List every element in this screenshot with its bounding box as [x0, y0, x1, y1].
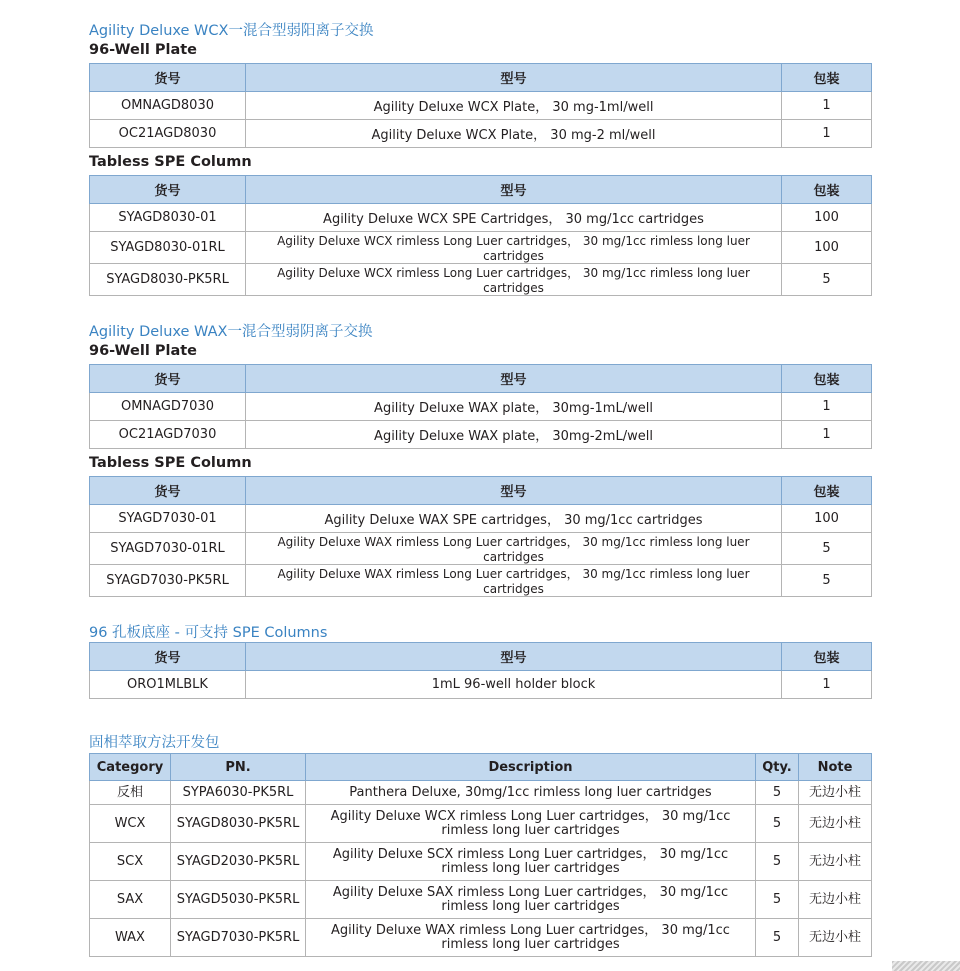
header-pn: 货号 [90, 64, 246, 92]
header-description: Description [306, 754, 756, 781]
cell-pn: SYAGD7030-01RL [90, 533, 246, 565]
cell-pack: 1 [782, 393, 872, 421]
wax-column-subtitle: Tabless SPE Column [89, 455, 252, 471]
table-row [90, 919, 872, 957]
cell-model: Agility Deluxe WCX SPE Cartridges， 30 mg/1cc cartridges [246, 204, 782, 232]
table-row [90, 565, 872, 597]
cell-pn: SYAGD7030-01 [90, 505, 246, 533]
table-row [90, 505, 872, 533]
cell-pn: SYAGD7030-PK5RL [171, 919, 306, 957]
header-pack: 包装 [782, 176, 872, 204]
header-pack: 包装 [782, 365, 872, 393]
cell-pack: 100 [782, 204, 872, 232]
page-corner-tab [892, 961, 960, 971]
header-pn: 货号 [90, 477, 246, 505]
cell-pack: 5 [782, 264, 872, 296]
header-pack: 包装 [782, 477, 872, 505]
header-model: 型号 [246, 365, 782, 393]
cell-description: Agility Deluxe WCX rimless Long Luer cartridges， 30 mg/1cc rimless long luer cartridges [306, 805, 756, 843]
table-row [90, 393, 872, 421]
cell-model: Agility Deluxe WAX rimless Long Luer cartridges， 30 mg/1cc rimless long luer cartridges [246, 565, 782, 597]
table-row [90, 533, 872, 565]
wax-plate-subtitle: 96-Well Plate [89, 343, 197, 359]
header-pack: 包装 [782, 64, 872, 92]
table-row [90, 781, 872, 805]
cell-qty: 5 [756, 919, 799, 957]
cell-model: Agility Deluxe WCX rimless Long Luer cartridges， 30 mg/1cc rimless long luer cartridges [246, 264, 782, 296]
table-header-row [90, 64, 872, 92]
cell-pn: OMNAGD7030 [90, 393, 246, 421]
wax-column-table [89, 476, 872, 597]
cell-qty: 5 [756, 843, 799, 881]
cell-note: 无边小柱 [799, 843, 872, 881]
cell-description: Panthera Deluxe, 30mg/1cc rimless long luer cartridges [306, 781, 756, 805]
cell-category: WAX [90, 919, 171, 957]
header-model: 型号 [246, 176, 782, 204]
cell-description: Agility Deluxe SCX rimless Long Luer cartridges， 30 mg/1cc rimless long luer cartridges [306, 843, 756, 881]
cell-pack: 1 [782, 421, 872, 449]
header-qty: Qty. [756, 754, 799, 781]
header-model: 型号 [246, 64, 782, 92]
wax-plate-table [89, 364, 872, 449]
header-pack: 包装 [782, 643, 872, 671]
cell-pack: 5 [782, 533, 872, 565]
wcx-plate-table [89, 63, 872, 148]
cell-pn: SYAGD7030-PK5RL [90, 565, 246, 597]
kit-section-title: 固相萃取方法开发包 [89, 735, 220, 751]
cell-pack: 100 [782, 505, 872, 533]
cell-qty: 5 [756, 881, 799, 919]
wcx-plate-subtitle: 96-Well Plate [89, 42, 197, 58]
cell-pn: SYAGD8030-01 [90, 204, 246, 232]
cell-pn: SYAGD8030-01RL [90, 232, 246, 264]
table-row [90, 421, 872, 449]
table-header-row [90, 176, 872, 204]
cell-pn: ORO1MLBLK [90, 671, 246, 699]
cell-category: 反相 [90, 781, 171, 805]
cell-pn: SYAGD2030-PK5RL [171, 843, 306, 881]
cell-pn: SYAGD8030-PK5RL [90, 264, 246, 296]
cell-pn: SYAGD8030-PK5RL [171, 805, 306, 843]
header-category: Category [90, 754, 171, 781]
table-row [90, 232, 872, 264]
cell-description: Agility Deluxe WAX rimless Long Luer cartridges， 30 mg/1cc rimless long luer cartridges [306, 919, 756, 957]
cell-category: SCX [90, 843, 171, 881]
table-row [90, 843, 872, 881]
table-header-row [90, 365, 872, 393]
cell-model: Agility Deluxe WCX rimless Long Luer cartridges， 30 mg/1cc rimless long luer cartridges [246, 232, 782, 264]
table-row [90, 671, 872, 699]
wcx-column-table [89, 175, 872, 296]
cell-pn: SYAGD5030-PK5RL [171, 881, 306, 919]
cell-note: 无边小柱 [799, 919, 872, 957]
header-model: 型号 [246, 643, 782, 671]
cell-pn: OC21AGD7030 [90, 421, 246, 449]
cell-qty: 5 [756, 781, 799, 805]
table-row [90, 881, 872, 919]
table-row [90, 92, 872, 120]
cell-pack: 5 [782, 565, 872, 597]
cell-note: 无边小柱 [799, 881, 872, 919]
cell-pack: 1 [782, 671, 872, 699]
cell-pack: 1 [782, 92, 872, 120]
holder-section-title: 96 孔板底座 - 可支持 SPE Columns [89, 625, 328, 641]
wcx-column-subtitle: Tabless SPE Column [89, 154, 252, 170]
cell-pn: OMNAGD8030 [90, 92, 246, 120]
kit-table [89, 753, 872, 957]
header-model: 型号 [246, 477, 782, 505]
cell-pn: SYPA6030-PK5RL [171, 781, 306, 805]
cell-note: 无边小柱 [799, 805, 872, 843]
cell-model: Agility Deluxe WAX plate， 30mg-2mL/well [246, 421, 782, 449]
cell-pack: 100 [782, 232, 872, 264]
header-note: Note [799, 754, 872, 781]
cell-model: Agility Deluxe WCX Plate， 30 mg-1ml/well [246, 92, 782, 120]
table-header-row [90, 477, 872, 505]
header-pn: 货号 [90, 643, 246, 671]
cell-model: Agility Deluxe WAX plate， 30mg-1mL/well [246, 393, 782, 421]
cell-category: SAX [90, 881, 171, 919]
cell-pack: 1 [782, 120, 872, 148]
wcx-section-title: Agility Deluxe WCX一混合型弱阳离子交换 [89, 23, 374, 39]
table-row [90, 120, 872, 148]
cell-pn: OC21AGD8030 [90, 120, 246, 148]
table-row [90, 204, 872, 232]
cell-model: 1mL 96-well holder block [246, 671, 782, 699]
header-pn: 货号 [90, 176, 246, 204]
header-pn: PN. [171, 754, 306, 781]
table-row [90, 264, 872, 296]
wax-section-title: Agility Deluxe WAX一混合型弱阴离子交换 [89, 324, 373, 340]
header-pn: 货号 [90, 365, 246, 393]
cell-category: WCX [90, 805, 171, 843]
holder-table [89, 642, 872, 699]
cell-model: Agility Deluxe WAX rimless Long Luer cartridges， 30 mg/1cc rimless long luer cartridges [246, 533, 782, 565]
cell-model: Agility Deluxe WAX SPE cartridges， 30 mg/1cc cartridges [246, 505, 782, 533]
table-header-row [90, 754, 872, 781]
cell-note: 无边小柱 [799, 781, 872, 805]
table-header-row [90, 643, 872, 671]
table-row [90, 805, 872, 843]
cell-description: Agility Deluxe SAX rimless Long Luer cartridges， 30 mg/1cc rimless long luer cartridges [306, 881, 756, 919]
cell-qty: 5 [756, 805, 799, 843]
cell-model: Agility Deluxe WCX Plate， 30 mg-2 ml/well [246, 120, 782, 148]
